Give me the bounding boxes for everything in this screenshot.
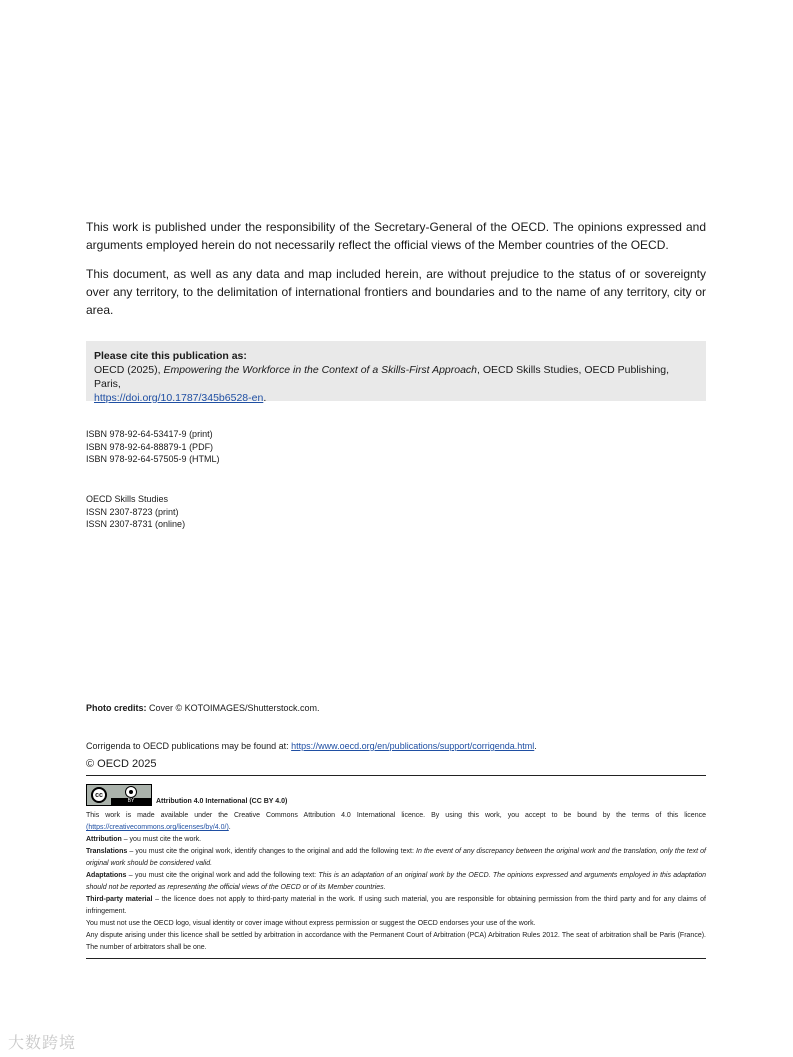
photo-credits-text: Cover © KOTOIMAGES/Shutterstock.com. (146, 703, 320, 713)
attribution-label: Attribution (86, 836, 122, 843)
corrigenda-end: . (534, 741, 537, 751)
corrigenda-text: Corrigenda to OECD publications may be found at: (86, 741, 292, 751)
licence-intro: This work is made available under the Creative Commons Attribution 4.0 International licence. By using this work, you accept to be bound by the terms of this licence (86, 812, 706, 819)
isbn-print: ISBN 978-92-64-53417-9 (print) (86, 429, 213, 439)
translations-italic: In the event of any discrepancy between the original work and the translation, only the text of original work should be considered valid. (86, 848, 706, 867)
translations-label: Translations (86, 848, 128, 855)
series-name: OECD Skills Studies (86, 494, 169, 504)
adaptations-italic: This is an adaptation of an original work by the OECD. The opinions expressed and arguments employed in this adaptation should not be reported as representing the official views of the OECD or of its Member countries. (86, 872, 706, 891)
by-label: BY (111, 798, 151, 805)
citation-doi-end: . (263, 392, 267, 404)
licence-header (86, 784, 706, 806)
photo-credits (86, 702, 706, 715)
isbn-pdf: ISBN 978-92-64-88879-1 (PDF) (86, 441, 214, 452)
attribution-person-icon (125, 786, 137, 798)
issn-print: ISSN 2307-8723 (print) (86, 506, 179, 517)
cc-icon: cc (91, 787, 107, 803)
bottom-rule (86, 958, 706, 959)
licence-title: Attribution 4.0 International (CC BY 4.0) (156, 798, 288, 805)
copyright: © OECD 2025 (86, 758, 157, 770)
third-party-text: – the licence does not apply to third-party material in the work. If using such material, you are responsible for obtaining permission from the third party and for any claims of infringement. (86, 896, 706, 915)
logo-usage-line: You must not use the OECD logo, visual identity or cover image without express permission or suggest the OECD endorses your use of the work. (86, 920, 536, 927)
corrigenda-link[interactable]: https://www.oecd.org/en/publications/support/corrigenda.html (291, 741, 535, 751)
isbn-html: ISBN 978-92-64-57505-9 (HTML) (86, 454, 220, 464)
citation-doi-link[interactable]: https://doi.org/10.1787/345b6528-en (94, 392, 264, 404)
licence-url-link[interactable]: (https://creativecommons.org/licenses/by/4.0/) (86, 824, 229, 831)
third-party-label: Third-party material (86, 896, 153, 903)
citation-prefix: OECD (2025), (94, 364, 164, 376)
territory-disclaimer-paragraph: This document, as well as any data and map included herein, are without prejudice to the status of or sovereignty over any territory, to the delimitation of international frontiers and boundaries and to the name of any territory, city or area. (86, 267, 706, 317)
isbn-block (86, 428, 706, 466)
citation-suffix: , OECD Skills Studies, OECD Publishing, Paris, (94, 364, 670, 390)
licence-section (86, 784, 706, 954)
citation-heading: Please cite this publication as: (94, 350, 247, 362)
citation-text (94, 363, 698, 405)
top-rule (86, 775, 706, 776)
dispute-line: Any dispute arising under this licence shall be settled by arbitration in accordance with the Permanent Court of Arbitration (PCA) Arbitration Rules 2012. The seat of arbitration shall be Paris (France). The number of arbitrators shall be one. (86, 932, 706, 951)
series-block (86, 493, 706, 531)
adaptations-text: – you must cite the original work and add the following text: (126, 872, 319, 879)
citation-title: Empowering the Workforce in the Context of a Skills-First Approach (163, 364, 478, 376)
cc-by-badge (86, 784, 152, 806)
watermark: 大数跨境 (8, 1035, 77, 1052)
translations-text: – you must cite the original work, identify changes to the original and add the following text: (127, 848, 417, 855)
adaptations-label: Adaptations (86, 872, 127, 879)
responsibility-paragraph: This work is published under the responsibility of the Secretary-General of the OECD. The opinions expressed and arguments employed herein do not necessarily reflect the official views of the Member countries of the OECD. (86, 220, 706, 252)
attribution-text: – you must cite the work. (121, 836, 202, 843)
issn-online: ISSN 2307-8731 (online) (86, 519, 186, 529)
intro-section (86, 218, 706, 319)
corrigenda (86, 740, 706, 753)
photo-credits-label: Photo credits: (86, 703, 147, 713)
licence-url-end: . (228, 824, 231, 831)
citation-box (86, 341, 706, 404)
